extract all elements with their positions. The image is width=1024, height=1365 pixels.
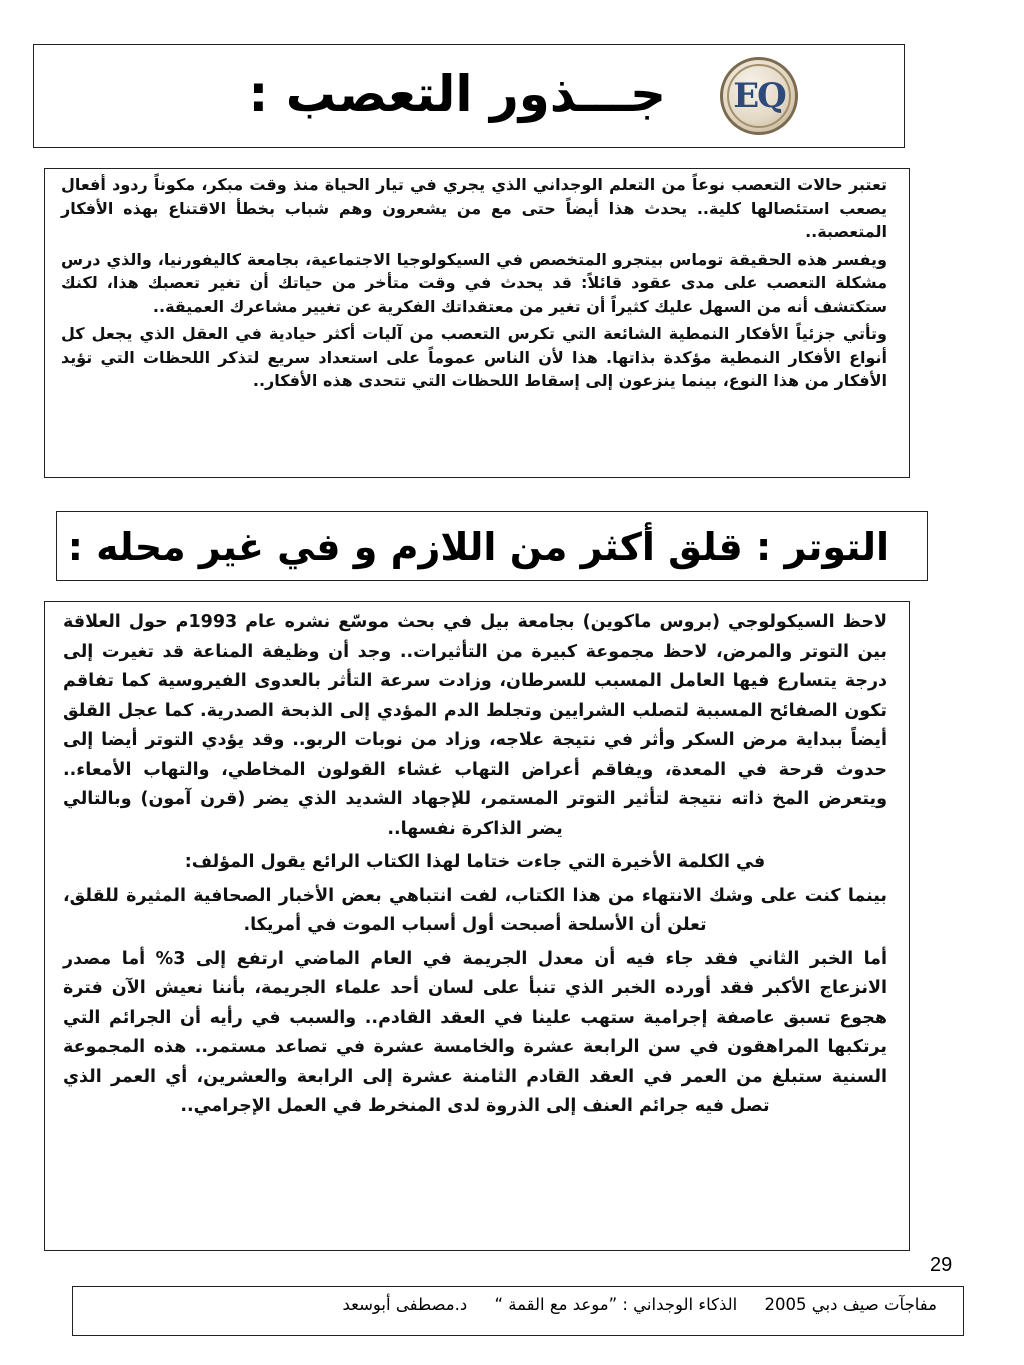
paragraph: لاحظ السيكولوجي (بروس ماكوين) بجامعة بيل في بحث موسّع نشره عام 1993م حول العلاقة بين التوتر والمرض، لاحظ مجموعة كبيرة من التأثيرات.. وجد أن وظيفة المناعة قد تغيرت إلى درجة يتسارع فيها العامل المسبب للسرطان، وزادت سرعة التأثر بالعدوى الفيروسية كما تفاقم تكون الصفائح المسببة لتصلب الشرايين وتجلط الدم المؤدي إلى الذبحة الصدرية. كما عجل القلق أيضاً ببداية مرض السكر وأثر في نتيجة علاجه، وزاد من نوبات الربو.. وقد يؤدي التوتر أيضا إلى حدوث قرحة في المعدة، ويفاقم أعراض التهاب غشاء القولون المخاطي، والتهاب الأمعاء.. ويتعرض المخ ذاته نتيجة لتأثير التوتر المستمر، للإجهاد الشديد الذي يضر (قرن آمون) وبالتالي يضر الذاكرة نفسها.. <box>63 612 887 839</box>
text-block <box>61 173 887 397</box>
eq-logo-icon <box>720 57 798 135</box>
section-title: جـــذور التعصب : <box>248 65 666 123</box>
logo-text: EQ <box>733 76 785 116</box>
paragraph: بينما كنت على وشك الانتهاء من هذا الكتاب، لفت انتباهي بعض الأخبار الصحافية المثيرة للقلق، تعلن أن الأسلحة أصبحت أول أسباب الموت في أمريكا. <box>63 885 887 935</box>
paragraph: في الكلمة الأخيرة التي جاءت ختاما لهذا الكتاب الرائع يقول المؤلف: <box>184 852 766 872</box>
section-body-stress <box>44 601 910 1251</box>
footer-speaker: د.مصطفى أبوسعد <box>342 1295 468 1314</box>
text-block <box>63 608 887 1126</box>
section-title: التوتر : قلق أكثر من اللازم و في غير محله : <box>67 525 889 569</box>
section-header-prejudice <box>33 44 905 148</box>
paragraph: أما الخبر الثاني فقد جاء فيه أن معدل الجريمة في العام الماضي ارتفع إلى 3% أما مصدر الانزعاج الأكبر فقد أورده الخبر الذي تنبأ على لسان أحد علماء الجريمة، بأننا نعيش الآن فترة هجوع تسبق عاصفة إجرامية ستهب علينا في العقد القادم.. والسبب في رأيه أن الجرائم التي يرتكبها المراهقون في سن الرابعة عشرة والخامسة عشرة في تصاعد مستمر.. هذه المجموعة السنية ستبلغ من العمر في العقد القادم الثامنة عشرة إلى الرابعة والعشرين، أي العمر الذي تصل فيه جرائم العنف إلى الذروة لدى المنخرط في العمل الإجرامي.. <box>63 948 888 1116</box>
footer-text <box>320 1295 937 1314</box>
footer-source: مفاجآت صيف دبي 2005 <box>764 1295 937 1314</box>
footer-event: الذكاء الوجداني : ”موعد مع القمة “ <box>494 1295 738 1314</box>
paragraph: ويفسر هذه الحقيقة توماس بيتجرو المتخصص في السيكولوجيا الاجتماعية، بجامعة كاليفورنيا، والذي درس مشكلة التعصب على مدى عقود قائلاً: قد يحدث في وقت متأخر من حياتك أن تغير تعصبك هذا، لكنك ستكتشف أنه من السهل عليك كثيراً أن تغير من معتقداتك الفكرية عن تغيير مشاعرك العميقة.. <box>61 249 887 316</box>
paragraph: تعتبر حالات التعصب نوعاً من التعلم الوجداني الذي يجري في تيار الحياة منذ وقت مبكر، مكوناً ردود أفعال يصعب استئصالها كلية.. يحدث هذا أيضاً حتى مع من يشعرون وهم شباب بخطأ الاقتناع بهذه الأفكار المتعصبة.. <box>61 175 887 241</box>
section-header-stress <box>56 511 928 581</box>
section-body-prejudice <box>44 168 910 478</box>
paragraph: وتأتي جزئياً الأفكار النمطية الشائعة التي تكرس التعصب من آليات أكثر حيادية في العقل الذي يجعل كل أنواع الأفكار النمطية مؤكدة بذاتها. هذا لأن الناس عموماً على استعداد سريع لتذكر اللحظات التي تؤيد الأفكار من هذا النوع، بينما ينزعون إلى إسقاط اللحظات التي تتحدى هذه الأفكار.. <box>61 324 887 390</box>
footer <box>72 1286 964 1336</box>
page-number: 29 <box>930 1254 953 1276</box>
